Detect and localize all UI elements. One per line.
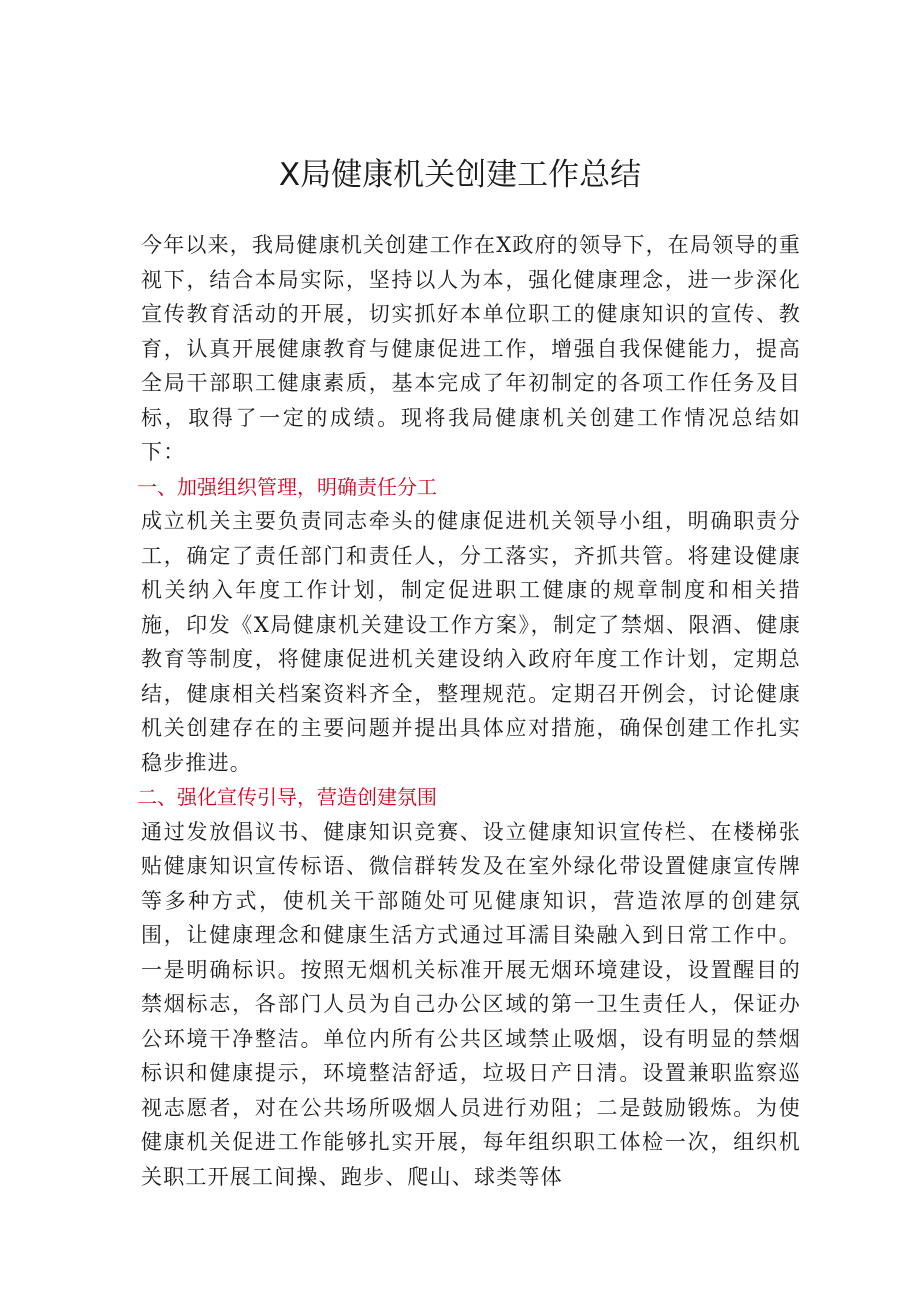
section-1-body: 成立机关主要负责同志牵头的健康促进机关领导小组，明确职责分工，确定了责任部门和责任人，分工落实，齐抓共管。将建设健康机关纳入年度工作计划，制定促进职工健康的规章制度和相关措施，印发《X局健康机关建设工作方案》，制定了禁烟、限酒、健康教育等制度，将健康促进机关建设纳入政府年度工作计划，定期总结，健康相关档案资料齐全，整理规范。定期召开例会，讨论健康机关创建存在的主要问题并提出具体应对措施，确保创建工作扎实稳步推进。 (141, 509, 801, 775)
document-body (137, 228, 801, 1194)
page-title: X局健康机关创建工作总结 (278, 157, 642, 193)
section-1-heading: 一、加强组织管理，明确责任分工 (137, 474, 437, 499)
section-2-heading: 二、强化宣传引导，营造创建氛围 (137, 785, 437, 809)
section-2-body: 通过发放倡议书、健康知识竞赛、设立健康知识宣传栏、在楼梯张贴健康知识宣传标语、微信群转发及在室外绿化带设置健康宣传牌等多种方式，使机关干部随处可见健康知识，营造浓厚的创建氛围，让健康理念和健康生活方式通过耳濡目染融入到日常工作中。一是明确标识。按照无烟机关标准开展无烟环境建设，设置醒目的禁烟标志，各部门人员为自己办公区域的第一卫生责任人，保证办公环境干净整洁。单位内所有公共区域禁止吸烟，设有明显的禁烟标识和健康提示，环境整洁舒适，垃圾日产日清。设置兼职监察巡视志愿者，对在公共场所吸烟人员进行劝阻；二是鼓励锻炼。为使健康机关促进工作能够扎实开展，每年组织职工体检一次，组织机关职工开展工间操、跑步、爬山、球类等体 (141, 819, 801, 1189)
intro-paragraph: 今年以来，我局健康机关创建工作在X政府的领导下，在局领导的重视下，结合本局实际，坚持以人为本，强化健康理念，进一步深化宣传教育活动的开展，切实抓好本单位职工的健康知识的宣传、教育，认真开展健康教育与健康促进工作，增强自我保健能力，提高全局干部职工健康素质，基本完成了年初制定的各项工作任务及目标，取得了一定的成绩。现将我局健康机关创建工作情况总结如下： (141, 233, 801, 464)
